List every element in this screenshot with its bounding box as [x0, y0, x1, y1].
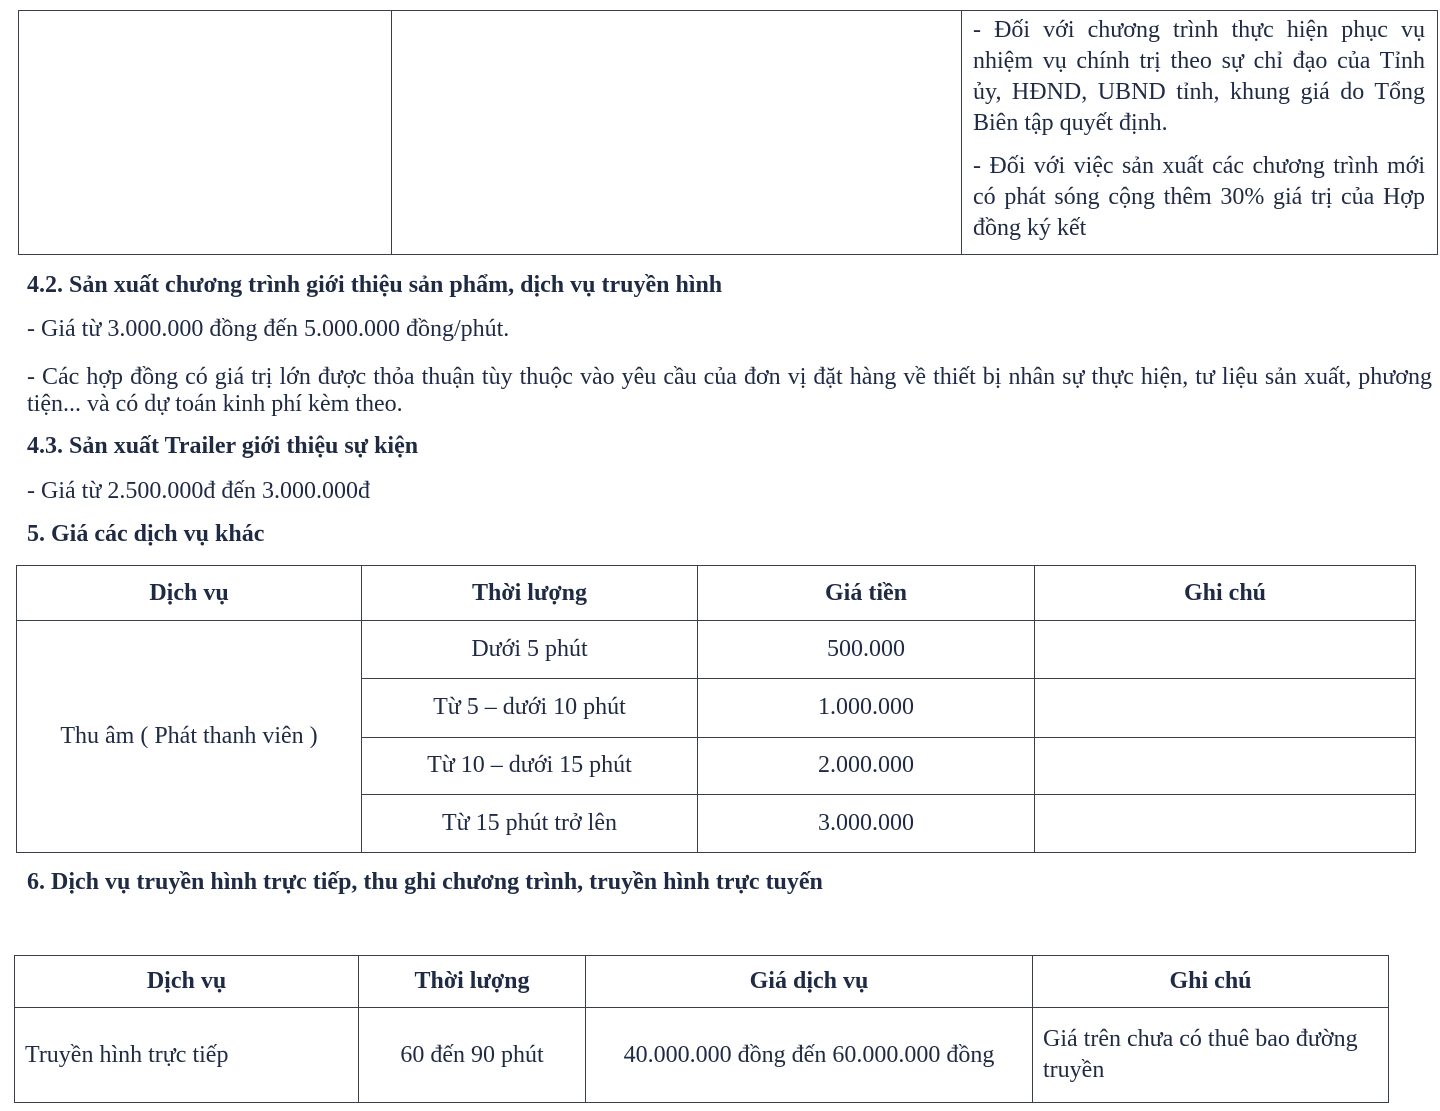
live-tv-duration-cell: 60 đến 90 phút [359, 1008, 586, 1103]
top-table [18, 10, 1438, 255]
note-cell [1035, 737, 1416, 794]
section-4-2-heading: 4.2. Sản xuất chương trình giới thiệu sản phẩm, dịch vụ truyền hình [27, 272, 723, 298]
header-note: Ghi chú [1033, 956, 1389, 1008]
other-services-table [16, 565, 1416, 853]
note-cell [1035, 794, 1416, 852]
section-5-heading: 5. Giá các dịch vụ khác [27, 521, 265, 547]
live-tv-note-cell: Giá trên chưa có thuê bao đường truyền [1033, 1008, 1389, 1103]
note-paragraph-2: - Đối với việc sản xuất các chương trình mới có phát sóng cộng thêm 30% giá trị của Hợp đồng ký kết [973, 153, 1425, 241]
note-paragraph-1: - Đối với chương trình thực hiện phục vụ nhiệm vụ chính trị theo sự chỉ đạo của Tỉnh ủy, HĐND, UBND tỉnh, khung giá do Tổng Biên tập quyết định. [973, 17, 1425, 136]
header-duration: Thời lượng [359, 956, 586, 1008]
live-tv-service-cell: Truyền hình trực tiếp [15, 1008, 359, 1103]
section-4-3-heading: 4.3. Sản xuất Trailer giới thiệu sự kiện [27, 433, 419, 459]
duration-cell: Từ 10 – dưới 15 phút [362, 737, 698, 794]
note-cell [1035, 679, 1416, 737]
header-service: Dịch vụ [15, 956, 359, 1008]
header-price: Giá dịch vụ [586, 956, 1033, 1008]
duration-cell: Từ 5 – dưới 10 phút [362, 679, 698, 737]
top-table-cell-2 [392, 11, 962, 255]
section-4-2-price-line: - Giá từ 3.000.000 đồng đến 5.000.000 đồng/phút. [27, 316, 510, 342]
header-note: Ghi chú [1035, 566, 1416, 621]
note-cell [1035, 621, 1416, 679]
section-6-heading: 6. Dịch vụ truyền hình trực tiếp, thu ghi chương trình, truyền hình trực tuyến [27, 869, 823, 895]
live-tv-price-cell: 40.000.000 đồng đến 60.000.000 đồng [586, 1008, 1033, 1103]
duration-cell: Từ 15 phút trở lên [362, 794, 698, 852]
section-4-3-price-line: - Giá từ 2.500.000đ đến 3.000.000đ [27, 478, 370, 504]
price-cell: 2.000.000 [698, 737, 1035, 794]
header-duration: Thời lượng [362, 566, 698, 621]
section-4-2-contract-line: - Các hợp đồng có giá trị lớn được thỏa thuận tùy thuộc vào yêu cầu của đơn vị đặt hàng về thiết bị nhân sự thực hiện, tư liệu sản xuất, phương tiện... và có dự toán kinh phí kèm theo. [27, 364, 1432, 417]
top-table-note-cell [962, 11, 1438, 255]
duration-cell: Dưới 5 phút [362, 621, 698, 679]
service-name-cell: Thu âm ( Phát thanh viên ) [17, 621, 362, 853]
top-table-cell-1 [19, 11, 392, 255]
price-cell: 1.000.000 [698, 679, 1035, 737]
price-cell: 3.000.000 [698, 794, 1035, 852]
price-cell: 500.000 [698, 621, 1035, 679]
header-service: Dịch vụ [17, 566, 362, 621]
live-tv-table [14, 955, 1389, 1103]
header-price: Giá tiền [698, 566, 1035, 621]
